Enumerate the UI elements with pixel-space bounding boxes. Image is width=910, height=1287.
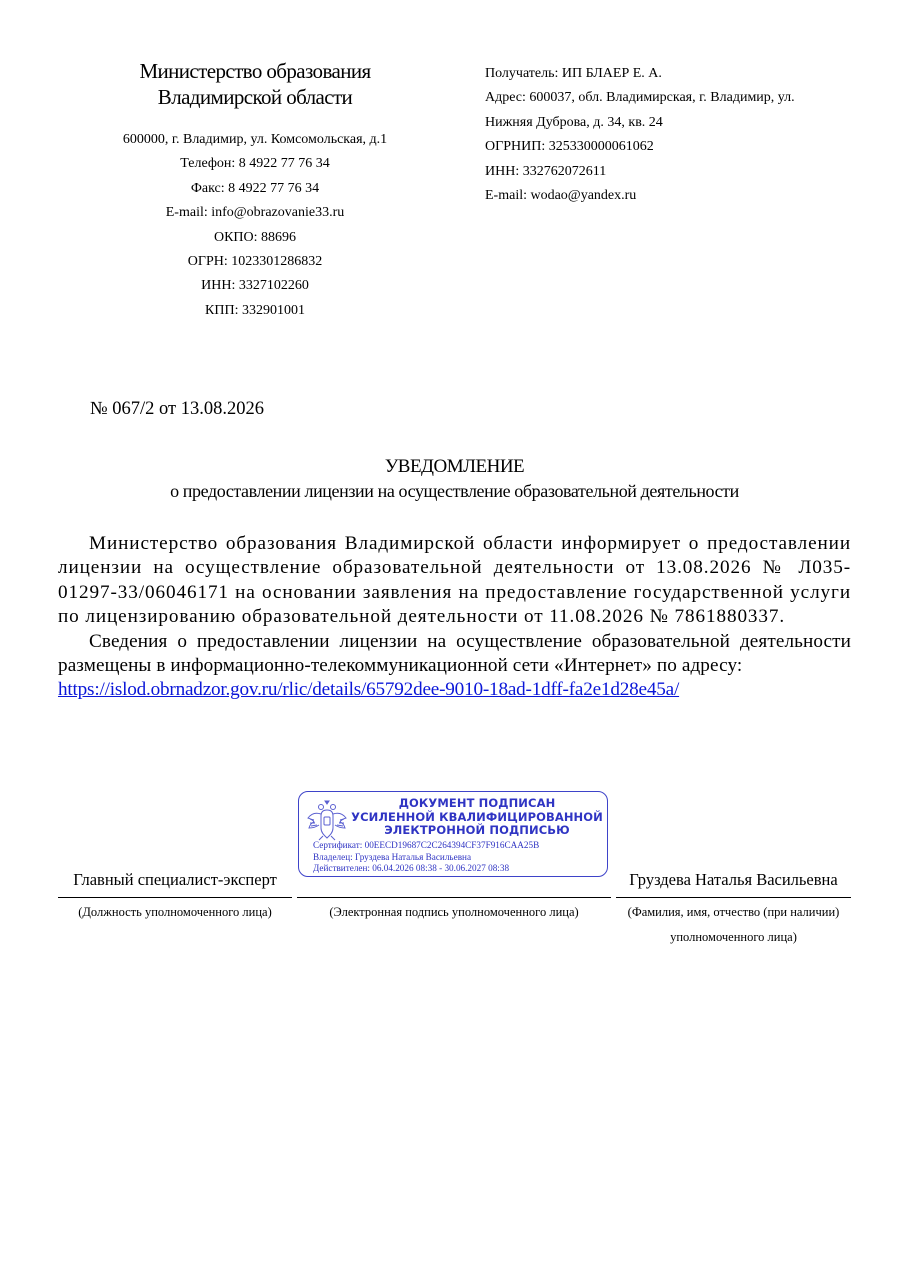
signatory-name-caption: (Фамилия, имя, отчество (при наличии) уполномоченного лица) [627, 905, 840, 944]
signatory-full-name: Груздева Наталья Васильевна [616, 870, 851, 898]
recipient-email: E-mail: wodao@yandex.ru [485, 188, 637, 204]
recipient-block [485, 62, 885, 208]
signatory-name-block [616, 870, 851, 950]
sender-ogrn: ОГРН: 1023301286832 [187, 254, 323, 270]
recipient-ogrnip: ОГРНИП: 325330000061062 [485, 139, 654, 155]
sender-email: E-mail: info@obrazovanie33.ru [165, 205, 345, 221]
sender-fax: Факс: 8 4922 77 76 34 [190, 180, 320, 196]
recipient-name: Получатель: ИП БЛАЕР Е. А. [485, 66, 662, 81]
sender-org-name: Министерство образования Владимирской области [139, 59, 371, 109]
body-paragraph-1: Министерство образования Владимирской области информирует о предоставлении лицензии на осуществление образовательной деятельности от 13.08.2026 № Л035-01297-33/06046171 на основании заявления на предоставление государственной услуги по лицензированию образовательной деятельности от 11.08.2026 № 7861880337. [58, 533, 851, 628]
esign-caption: (Электронная подпись уполномоченного лица) [329, 905, 579, 919]
stamp-title: ДОКУМЕНТ ПОДПИСАН УСИЛЕННОЙ КВАЛИФИЦИРОВАННОЙ ЭЛЕКТРОННОЙ ПОДПИСЬЮ [351, 796, 603, 838]
body-paragraph-2-text: Сведения о предоставлении лицензии на осуществление образовательной деятельности размещены в информационно-телекоммуникационной сети «Интернет» по адресу: [58, 630, 851, 677]
sender-block [60, 58, 450, 323]
document-number: № 067/2 от 13.08.2026 [90, 399, 265, 419]
signatory-position: Главный специалист-эксперт [58, 870, 292, 898]
document-subtitle: о предоставлении лицензии на осуществление образовательной деятельности [170, 481, 739, 501]
stamp-valid: Действителен: 06.04.2026 08:38 - 30.06.2027 08:38 [313, 863, 510, 874]
license-registry-link[interactable]: https://islod.obrnadzor.gov.ru/rlic/details/65792dee-9010-18ad-1dff-fa2e1d28e45a/ [58, 679, 680, 701]
body-paragraph-2 [58, 630, 851, 703]
stamp-owner: Владелец: Груздева Наталья Васильевна [313, 851, 472, 862]
sender-phone: Телефон: 8 4922 77 76 34 [180, 156, 330, 172]
sender-inn: ИНН: 3327102260 [201, 278, 309, 294]
sender-details [60, 128, 450, 323]
electronic-signature-stamp [298, 791, 608, 877]
document-heading [58, 454, 851, 503]
coat-of-arms-icon [305, 798, 349, 842]
document-body [58, 532, 851, 703]
stamp-certificate: Сертификат: 00EECD19687C2C264394CF37F916CAA25B [313, 840, 540, 850]
stamp-info [313, 840, 539, 875]
recipient-address-line1: Адрес: 600037, обл. Владимирская, г. Владимир, ул. [485, 90, 795, 106]
recipient-address-line2: Нижняя Дуброва, д. 34, кв. 24 [485, 114, 663, 130]
recipient-inn: ИНН: 332762072611 [485, 163, 607, 179]
sender-kpp: КПП: 332901001 [205, 302, 305, 318]
signatory-position-caption: (Должность уполномоченного лица) [78, 905, 272, 919]
esign-block [297, 870, 611, 925]
document-title: УВЕДОМЛЕНИЕ [384, 456, 525, 477]
sender-address: 600000, г. Владимир, ул. Комсомольская, д.1 [122, 132, 388, 147]
signatory-position-block [58, 870, 292, 925]
sender-okpo: ОКПО: 88696 [213, 229, 297, 245]
